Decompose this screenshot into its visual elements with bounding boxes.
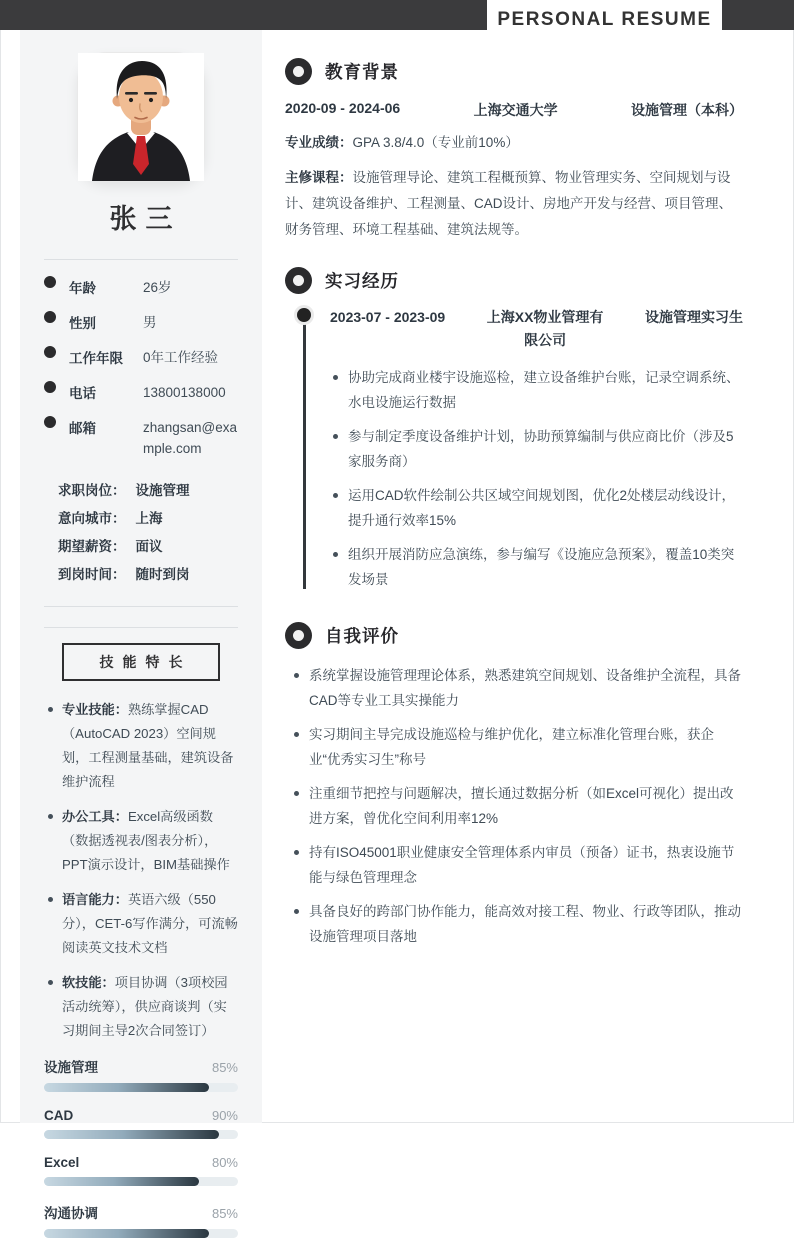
evaluation-bullet: 系统掌握设施管理理论体系，熟悉建筑空间规划、设备维护全流程，具备CAD等专业工具实操能力 bbox=[285, 663, 743, 713]
self-evaluation-bullets bbox=[285, 663, 743, 949]
divider bbox=[44, 606, 238, 607]
section-bullet-icon bbox=[285, 58, 312, 85]
intent-row-position bbox=[58, 479, 238, 499]
bar-track bbox=[44, 1083, 238, 1092]
info-label: 年龄 bbox=[69, 281, 96, 296]
skill-bar-excel bbox=[44, 1155, 238, 1186]
divider bbox=[44, 627, 238, 628]
evaluation-bullet: 实习期间主导完成设施巡检与维护优化，建立标准化管理台账，获企业“优秀实习生”称号 bbox=[285, 722, 743, 772]
skill-text: Excel高级函数（数据透视表/图表分析），PPT演示设计，BIM基础操作 bbox=[62, 809, 230, 872]
info-value: 0年工作经验 bbox=[143, 350, 219, 365]
internship-bullet: 协助完成商业楼宇设施巡检，建立设备维护台账，记录空调系统、水电设施运行数据 bbox=[330, 365, 743, 415]
experience-icon bbox=[44, 346, 56, 358]
bar-percent: 85% bbox=[211, 1060, 238, 1075]
email-icon bbox=[44, 416, 56, 428]
skill-text: 项目协调（3项校园活动统筹），供应商谈判（实习期间主导2次合同签订） bbox=[62, 975, 228, 1038]
skill-text: 熟练掌握CAD（AutoCAD 2023）空间规划，工程测量基础，建筑设备维护流程 bbox=[62, 702, 234, 789]
internship-entry-row bbox=[330, 306, 743, 352]
info-value: 男 bbox=[143, 315, 157, 330]
bar-label: 沟通协调 bbox=[44, 1206, 98, 1221]
education-header bbox=[285, 58, 743, 85]
evaluation-bullet: 注重细节把控与问题解决，擅长通过数据分析（如Excel可视化）提出改进方案，曾优化空间利用率12% bbox=[285, 781, 743, 831]
skill-bar-facility bbox=[44, 1056, 238, 1092]
bar-track bbox=[44, 1130, 238, 1139]
education-entry-row bbox=[285, 100, 743, 120]
main-content bbox=[285, 58, 743, 958]
section-title: 自我评价 bbox=[325, 626, 399, 646]
age-icon bbox=[44, 276, 56, 288]
section-title: 教育背景 bbox=[325, 62, 399, 82]
candidate-name: 张三 bbox=[109, 204, 182, 234]
info-row-age bbox=[44, 274, 238, 298]
personal-info-list bbox=[44, 274, 238, 459]
gpa-line bbox=[285, 130, 743, 156]
info-value: 26岁 bbox=[143, 280, 172, 295]
timeline-dot-icon bbox=[297, 308, 311, 322]
education-school: 上海交通大学 bbox=[473, 102, 558, 118]
info-label: 性别 bbox=[69, 316, 96, 331]
internship-bullet: 组织开展消防应急演练，参与编写《设施应急预案》，覆盖10类突发场景 bbox=[330, 542, 743, 592]
internship-bullet: 参与制定季度设备维护计划，协助预算编制与供应商比价（涉及5家服务商） bbox=[330, 424, 743, 474]
self-evaluation-section bbox=[285, 622, 743, 949]
bar-track bbox=[44, 1177, 238, 1186]
gender-icon bbox=[44, 311, 56, 323]
intent-value: 设施管理 bbox=[135, 483, 190, 498]
intent-row-salary bbox=[58, 535, 238, 555]
skill-text: 英语六级（550分），CET-6写作满分，可流畅阅读英文技术文档 bbox=[62, 892, 238, 955]
courses-line bbox=[285, 165, 743, 243]
intent-label: 到岗时间： bbox=[58, 567, 126, 582]
info-value: 13800138000 bbox=[143, 385, 226, 400]
evaluation-bullet: 持有ISO45001职业健康安全管理体系内审员（预备）证书，热衷设施节能与绿色管理理念 bbox=[285, 840, 743, 890]
skill-label: 语言能力： bbox=[62, 892, 128, 907]
skill-item bbox=[44, 805, 238, 877]
info-label: 工作年限 bbox=[69, 351, 123, 366]
phone-icon bbox=[44, 381, 56, 393]
info-row-email bbox=[44, 414, 238, 459]
skill-bars bbox=[44, 1056, 238, 1238]
bar-percent: 90% bbox=[211, 1108, 238, 1123]
intent-label: 意向城市： bbox=[58, 511, 126, 526]
intent-value: 上海 bbox=[135, 511, 163, 526]
divider bbox=[44, 259, 238, 260]
bar-fill bbox=[44, 1130, 219, 1139]
intent-row-availability bbox=[58, 563, 238, 583]
job-intent-block bbox=[44, 479, 238, 583]
info-label: 电话 bbox=[69, 386, 96, 401]
skill-item bbox=[44, 698, 238, 794]
internship-company: 上海XX物业管理有限公司 bbox=[486, 309, 604, 348]
bar-label: CAD bbox=[44, 1108, 74, 1123]
skill-label: 软技能： bbox=[62, 975, 115, 990]
internship-role: 设施管理实习生 bbox=[644, 309, 743, 325]
bar-fill bbox=[44, 1083, 209, 1092]
education-section bbox=[285, 58, 743, 243]
skill-item bbox=[44, 971, 238, 1043]
courses-text: 设施管理导论、建筑工程概预算、物业管理实务、空间规划与设计、建筑设备维护、工程测量、CAD设计、房地产开发与经营、项目管理、财务管理、环境工程基础、建筑法规等。 bbox=[285, 170, 733, 237]
intent-value: 面议 bbox=[135, 539, 163, 554]
info-value: zhangsan@example.com bbox=[143, 420, 238, 456]
bar-label: Excel bbox=[44, 1155, 80, 1170]
intent-label: 求职岗位： bbox=[58, 483, 126, 498]
avatar bbox=[77, 52, 205, 182]
skill-label: 办公工具： bbox=[62, 809, 128, 824]
internship-bullet: 运用CAD软件绘制公共区域空间规划图，优化2处楼层动线设计，提升通行效率15% bbox=[330, 483, 743, 533]
skill-bar-cad bbox=[44, 1108, 238, 1139]
bar-track bbox=[44, 1229, 238, 1238]
sidebar bbox=[20, 30, 262, 1221]
courses-label: 主修课程： bbox=[285, 170, 353, 185]
skills-list bbox=[44, 698, 238, 1043]
gpa-value: GPA 3.8/4.0（专业前10%） bbox=[352, 135, 519, 150]
evaluation-bullet: 具备良好的跨部门协作能力，能高效对接工程、物业、行政等团队，推动设施管理项目落地 bbox=[285, 899, 743, 949]
education-major: 设施管理（本科） bbox=[630, 102, 743, 118]
gpa-label: 专业成绩： bbox=[285, 135, 353, 150]
bar-label: 设施管理 bbox=[44, 1060, 98, 1075]
skill-item bbox=[44, 888, 238, 960]
info-row-experience bbox=[44, 344, 238, 368]
skill-bar-communication bbox=[44, 1202, 238, 1238]
bar-fill bbox=[44, 1177, 199, 1186]
banner-title: PERSONAL RESUME bbox=[487, 0, 722, 40]
section-bullet-icon bbox=[285, 622, 312, 649]
internship-section bbox=[285, 267, 743, 592]
section-bullet-icon bbox=[285, 267, 312, 294]
intent-row-city bbox=[58, 507, 238, 527]
info-label: 邮箱 bbox=[69, 421, 96, 436]
bar-percent: 80% bbox=[211, 1155, 238, 1170]
internship-bullets bbox=[330, 365, 743, 592]
skills-section-title: 技能特长 bbox=[62, 643, 220, 681]
bar-percent: 85% bbox=[211, 1206, 238, 1221]
skill-label: 专业技能： bbox=[62, 702, 128, 717]
info-row-phone bbox=[44, 379, 238, 403]
internship-header bbox=[285, 267, 743, 294]
education-period: 2020-09 - 2024-06 bbox=[285, 100, 401, 116]
internship-period: 2023-07 - 2023-09 bbox=[330, 309, 446, 325]
intent-value: 随时到岗 bbox=[135, 567, 190, 582]
internship-timeline bbox=[297, 306, 743, 592]
self-evaluation-header bbox=[285, 622, 743, 649]
info-row-gender bbox=[44, 309, 238, 333]
portrait-illustration bbox=[78, 53, 204, 181]
bar-fill bbox=[44, 1229, 209, 1238]
section-title: 实习经历 bbox=[325, 271, 399, 291]
intent-label: 期望薪资： bbox=[58, 539, 126, 554]
